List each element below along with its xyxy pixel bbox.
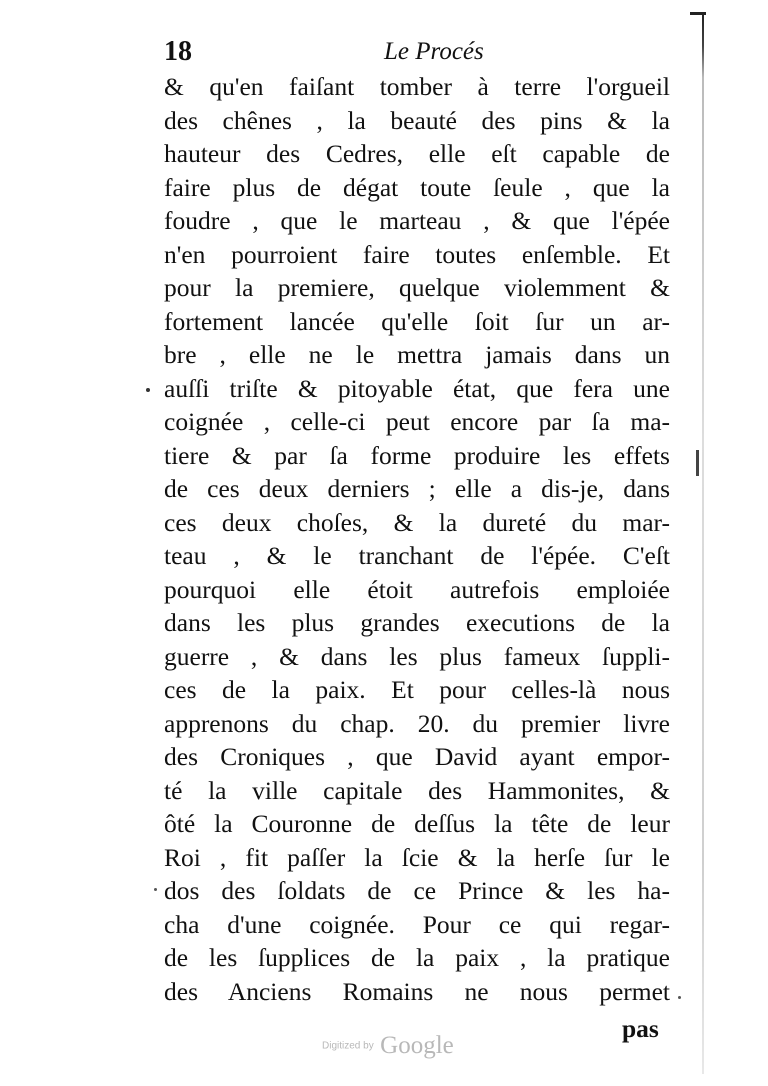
text-line: de ces deux derniers ; elle a dis-je, dans (164, 474, 670, 503)
text-line: ôté la Couronne de deſſus la tête de leur (164, 809, 670, 838)
text-line: des chênes , la beauté des pins & la (164, 105, 670, 135)
text-line: cha d'une coignée. Pour ce qui regar- (164, 909, 670, 939)
digitized-watermark (322, 1032, 454, 1060)
text-line: bre , elle ne le mettra jamais dans un (164, 340, 670, 369)
google-logo: Google (380, 1032, 454, 1059)
text-line: des Croniques , que David ayant empor- (164, 742, 670, 771)
text-line: fortement lancée qu'elle ſoit ſur un ar- (164, 306, 670, 336)
running-head: Le Procés (384, 38, 484, 65)
text-line: dos des ſoldats de ce Prince & les ha- (164, 876, 670, 905)
text-line: apprenons du chap. 20. du premier livre (164, 708, 670, 738)
text-line: teau , & le tranchant de l'épée. C'eſt (164, 541, 670, 570)
text-line: faire plus de dégat toute ſeule , que la (164, 172, 670, 202)
margin-bar (696, 450, 699, 476)
text-line: auſſi triſte & pitoyable état, que fera une (164, 373, 670, 403)
text-line: Roi , fit paſſer la ſcie & la herſe ſur le (164, 842, 670, 872)
text-line: guerre , & dans les plus fameux ſuppli- (164, 641, 670, 671)
text-line: té la ville capitale des Hammonites, & (164, 775, 670, 805)
margin-dot (678, 996, 681, 999)
page-header (164, 36, 664, 70)
text-line: n'en pourroient faire toutes enſemble. Et (164, 239, 670, 269)
margin-mark (146, 388, 150, 392)
text-line: hauteur des Cedres, elle eſt capable de (164, 139, 670, 168)
text-line: des Anciens Romains ne nous permet (164, 976, 670, 1006)
text-line: de les ſupplices de la paix , la pratique (164, 943, 670, 972)
catchword: pas (622, 1014, 659, 1043)
text-line: tiere & par ſa forme produire les effets (164, 440, 670, 470)
text-line: pourquoi elle étoit autrefois emploiée (164, 574, 670, 604)
text-line: dans les plus grandes executions de la (164, 608, 670, 637)
watermark-prefix: Digitized by (322, 1040, 374, 1052)
text-line: ces de la paix. Et pour celles-là nous (164, 675, 670, 704)
text-line: foudre , que le marteau , & que l'épée (164, 206, 670, 235)
text-line: pour la premiere, quelque violemment & (164, 273, 670, 302)
margin-dot (154, 888, 157, 891)
page-edge-line (702, 14, 704, 1074)
text-line: coignée , celle-ci peut encore par ſa ma- (164, 407, 670, 436)
text-line: & qu'en faiſant tomber à terre l'orgueil (164, 72, 670, 101)
body-text (164, 70, 670, 1008)
text-line: ces deux choſes, & la dureté du mar- (164, 507, 670, 537)
page-number: 18 (164, 36, 192, 67)
